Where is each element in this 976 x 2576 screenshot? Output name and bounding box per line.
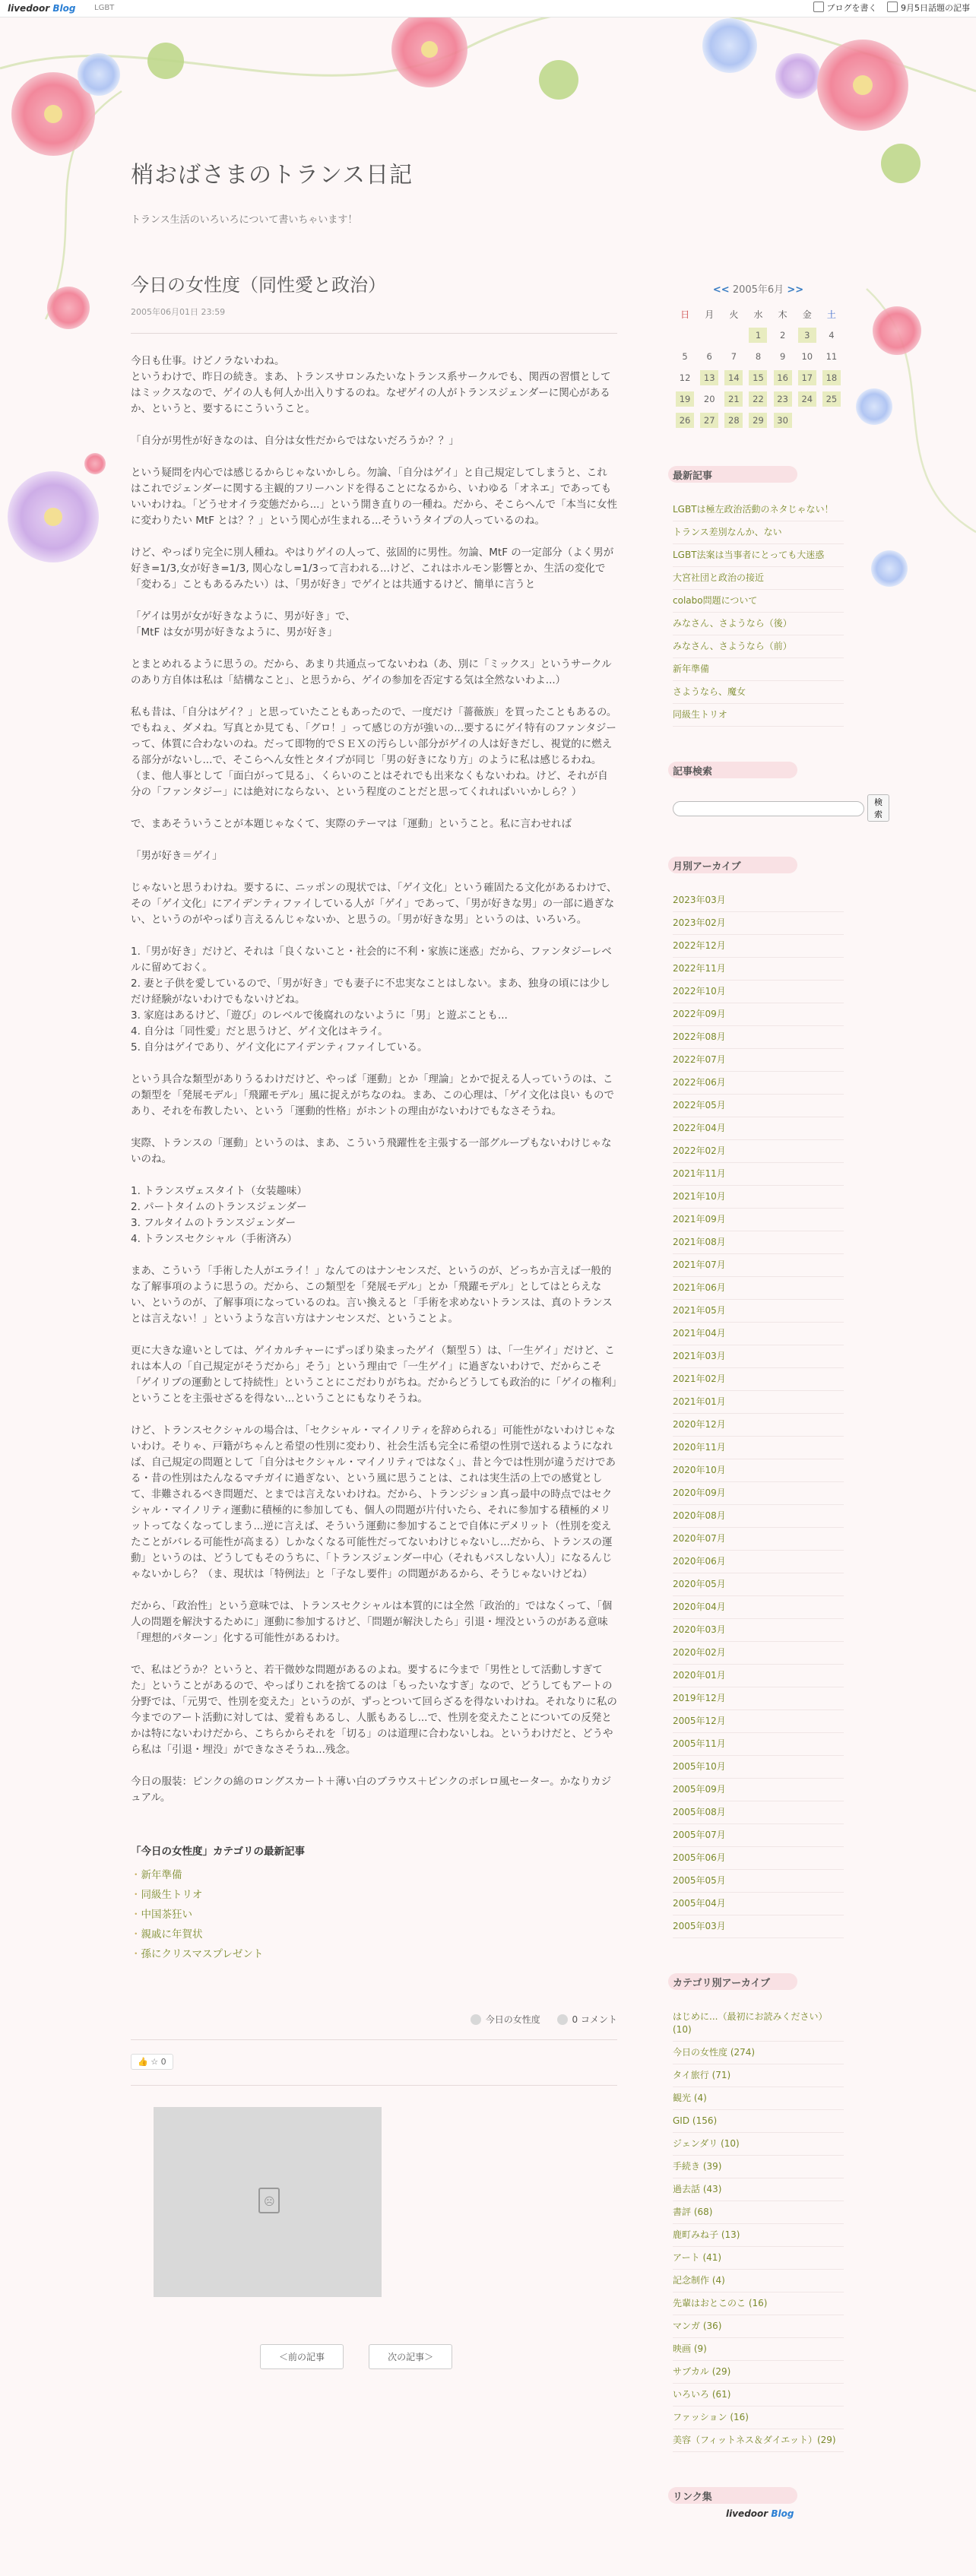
calendar-day[interactable] (771, 388, 795, 410)
calendar-day (721, 325, 746, 346)
category-link[interactable]: 観光 (4) (673, 2087, 844, 2110)
archive-month-link[interactable]: 2021年09月 (673, 1209, 844, 1231)
archive-month-link[interactable]: 2005年03月 (673, 1915, 844, 1938)
calendar-day[interactable] (697, 410, 721, 431)
write-blog-link[interactable]: ブログを書く (826, 3, 877, 13)
calendar-day-number[interactable]: 24 (798, 391, 816, 407)
recent-article-link[interactable]: トランス差別なんか、ない (673, 521, 844, 544)
calendar-day-number[interactable]: 3 (798, 328, 816, 343)
calendar-day (771, 325, 795, 346)
archive-month-link[interactable]: 2022年11月 (673, 958, 844, 981)
category-link[interactable]: 記念制作 (4) (673, 2270, 844, 2292)
calendar-grid (673, 303, 844, 431)
category-link[interactable]: GID (156) (673, 2110, 844, 2133)
article-paragraph: 1. トランスヴェスタイト（女装趣味） 2. パートタイムのトランスジェンダー 3. フルタイムのトランスジェンダー 4. トランスセクシャル（手術済み） (131, 1185, 307, 1245)
archive-month-link[interactable]: 2020年12月 (673, 1414, 844, 1437)
calendar-day-number[interactable]: 25 (822, 391, 841, 407)
comment-icon (557, 2014, 568, 2025)
calendar-day (795, 410, 819, 431)
calendar-day[interactable] (771, 410, 795, 431)
archive-month-link[interactable]: 2021年08月 (673, 1231, 844, 1254)
calendar-day[interactable] (721, 410, 746, 431)
archive-month-link[interactable]: 2022年09月 (673, 1003, 844, 1026)
trending-articles-link[interactable]: 9月5日話題の記事 (901, 3, 970, 13)
archive-month-link[interactable]: 2020年09月 (673, 1482, 844, 1505)
category-latest-item[interactable]: ・ 中国茶狂い (131, 1905, 617, 1925)
calendar-day-number[interactable]: 26 (676, 413, 694, 428)
calendar-day[interactable] (721, 388, 746, 410)
article-paragraph: 私も昔は、「自分はゲイ？」と思っていたこともあったので、一度だけ「薔薇族」を買ったこともあるの。でもねぇ、ダメね。写真とか見ても、「グロ！」って感じの方が強いの...要するにゲイ特有のファンタジーって、体質に合わないのね。だって即物的でＳＥＸの汚らしい部分がゲイの人は好きだし、視覚的に燃える部分がないし...で、そこらへん女性とタイプが同じ「男の好きになり方」のように私は感じるわね。（ま、他人事として「面白がって見る」、くらいのことはそれでも出来なくもないわね。けど、それが自分の「ファンタジー」には絶対にならない、という程度のことだと思ってくれればいいかしら？） (131, 706, 617, 798)
archive-month-link[interactable]: 2022年02月 (673, 1140, 844, 1163)
article-paragraph: 「ゲイは男が女が好きなように、男が好き」で、 「MtF は女が男が好きなように、男が好き」 (131, 610, 356, 638)
calendar-day-number[interactable]: 14 (724, 370, 743, 385)
article-meta-row (131, 2013, 617, 2026)
topbar-category-label[interactable]: LGBT (94, 4, 115, 12)
calendar-day (673, 325, 697, 346)
calendar-day-number[interactable]: 28 (724, 413, 743, 428)
archive-month-link[interactable]: 2020年01月 (673, 1665, 844, 1687)
archive-month-link[interactable]: 2021年03月 (673, 1345, 844, 1368)
calendar-day-number: 10 (801, 351, 813, 362)
calendar-weekday: 水 (753, 309, 763, 320)
broken-image-icon: ☹ (258, 2188, 280, 2213)
recent-article-link[interactable]: 大宮社団と政治の接近 (673, 567, 844, 590)
recent-article-link[interactable]: さようなら、魔女 (673, 681, 844, 704)
links-heading: リンク集 (673, 2484, 844, 2509)
category-link[interactable]: ジェンダリ (10) (673, 2133, 844, 2156)
archive-month-link[interactable]: 2023年03月 (673, 889, 844, 912)
recent-article-link[interactable]: みなさん、さようなら（前） (673, 635, 844, 658)
calendar-day-number: 9 (779, 351, 786, 362)
calendar-day[interactable] (795, 325, 819, 346)
like-button[interactable]: 👍 ☆ 0 (131, 2054, 173, 2070)
category-latest-item[interactable]: ・ 同級生トリオ (131, 1885, 617, 1905)
category-latest-item[interactable]: ・ 親戚に年賀状 (131, 1925, 617, 1944)
archive-month-link[interactable]: 2020年06月 (673, 1551, 844, 1573)
article-paragraph: という具合な類型がありうるわけだけど、やっぱ「運動」とか「理論」とかで捉える人っていうのは、この類型を「発展モデル」「飛躍モデル」風に捉えがちなのね。まあ、この心理は、「ゲイ文化は良い ものであり、それを布教したい、という「運動的性格」がホントの理由がないわけでもなさそうね。 (131, 1073, 614, 1117)
archive-month-link[interactable]: 2021年02月 (673, 1368, 844, 1391)
calendar-weekday: 木 (778, 309, 787, 320)
archive-month-link[interactable]: 2022年10月 (673, 981, 844, 1003)
article-paragraph: 実際、トランスの「運動」というのは、まあ、こういう飛躍性を主張する一部グループもないわけじゃないのね。 (131, 1137, 612, 1165)
article-date: 2005年06月01日 23:59 (131, 306, 617, 334)
article-paragraph: 今日の服装：ピンクの綿のロングスカート＋薄い白のブラウス＋ピンクのボレロ風セーター。かなりカジュアル。 (131, 1776, 612, 1804)
category-link[interactable]: タイ旅行 (71) (673, 2064, 844, 2087)
archive-month-link[interactable]: 2005年06月 (673, 1847, 844, 1870)
calendar-day[interactable] (746, 388, 770, 410)
calendar-day (819, 410, 844, 431)
category-link[interactable]: 過去話 (43) (673, 2178, 844, 2201)
archive-month-link[interactable]: 2020年10月 (673, 1459, 844, 1482)
category-link[interactable]: アート (41) (673, 2247, 844, 2270)
calendar-day-number[interactable]: 18 (822, 370, 841, 385)
calendar-day-number: 8 (755, 351, 762, 362)
calendar-day[interactable] (746, 325, 770, 346)
divider (131, 2085, 617, 2086)
archive-month-link[interactable]: 2021年04月 (673, 1323, 844, 1345)
calendar-day-number[interactable]: 23 (774, 391, 792, 407)
category-link[interactable]: 今日の女性度 (471, 2013, 540, 2026)
article-paragraph: 更に大きな違いとしては、ゲイカルチャーにずっぽり染まったゲイ（類型５）は、「一生ゲイ」だけど、これは本人の「自己規定がそうだから」そう」という理由で「一生ゲイ」に過ぎないわけで、だからこそ「ゲイリブの運動として持続性」ということにこだわりがちね。だからどうしても政治的に「ゲイの権利」ということを主張せざるを得ない...ということにもなりそうね。 (131, 1345, 617, 1405)
archive-month-link[interactable]: 2022年08月 (673, 1026, 844, 1049)
calendar-day[interactable] (697, 367, 721, 388)
category-latest-heading: 「今日の女性度」カテゴリの最新記事 (131, 1846, 305, 1858)
recent-article-link[interactable]: 新年準備 (673, 658, 844, 681)
article-paragraph: けど、トランスセクシャルの場合は、「セクシャル・マイノリティを辞められる」可能性がないわけじゃないわけ。そりゃ、戸籍がちゃんと希望の性別に変わり、社会生活も完全に希望の性別で送れるようになれば、自己規定の問題として「自分はセクシャル・マイノリティではなく」、昔と今では性別が違うだけである・昔の性別はたんなるマチガイに過ぎない、という風に思うことは、これは実生活の上での感覚として、非難されるべき問題だ、とまでは言えないわけね。だから、トランジション真っ最中の時点ではセクシャル・マイノリティ運動に積極的に参加しても、個人の問題が片付いたら、それに参加する積極的メリットってなくなってしまう...逆に言えば、そういう運動に参加することで自体にデメリット（性別を変えたことがバレる可能性が高まる）しかなくなる可能性だってないわけじゃないし...だから、トランスの運動」というのは、どうしてもそのうちに、「トランスジェンダー中心（それもパスしない人）」になるんじゃないかしら？（ま、現状は「特例法」と「子なし要件」の問題があるから、そうじゃないけどね） (131, 1424, 616, 1580)
next-article-button[interactable]: 次の記事＞ (369, 2344, 452, 2369)
calendar-day (673, 346, 697, 367)
article-paragraph: 今日も仕事。けどノラないわね。 というわけで、昨日の続き。まあ、トランスサロンみたいなトランス系サークルでも、関西の習慣としてはミックスなので、ゲイの人も何人か出入りするのね。なぜゲイの人がトランスジェンダーに関心があるか、というと、要するにこういうこと。 (131, 355, 611, 415)
calendar-day-number[interactable]: 22 (749, 391, 767, 407)
calendar-day-number: 5 (682, 351, 688, 362)
archive-month-link[interactable]: 2005年07月 (673, 1824, 844, 1847)
search-form (673, 794, 883, 822)
calendar-weekday: 月 (705, 309, 715, 320)
search-button[interactable]: 検索 (867, 794, 889, 822)
calendar-day-number: 12 (679, 372, 691, 383)
recent-article-link[interactable]: 同級生トリオ (673, 704, 844, 727)
calendar-day-number: 2 (779, 330, 786, 341)
calendar-week (673, 388, 844, 410)
calendar-next-link[interactable]: >> (787, 284, 804, 296)
archive-month-link[interactable]: 2020年02月 (673, 1642, 844, 1665)
calendar-day-number[interactable]: 13 (700, 370, 718, 385)
archive-month-link[interactable]: 2021年10月 (673, 1186, 844, 1209)
article-paragraph: だから、「政治性」という意味では、トランスセクシャルは本質的には全然「政治的」ではなくって、「個人の問題を解決するために」運動に参加するけど、「問題が解決したら」引退・埋没というのがある意味「理想的パターン」化する可能性があるわけ。 (131, 1600, 613, 1644)
archive-month-link[interactable]: 2021年05月 (673, 1300, 844, 1323)
calendar-day-number[interactable]: 1 (749, 328, 767, 343)
calendar-day[interactable] (673, 410, 697, 431)
article-paragraph: じゃないと思うわけね。要するに、ニッポンの現状では、「ゲイ文化」という確固たる文化があるわけで、その「ゲイ文化」にアイデンティファイしている人が「ゲイ」であって、「男が好きな男」の一部に過ぎない、というのがやっぱり言えるんじゃないか、と思うの。「男が好きな男」というのは、いろいろ。 (131, 882, 617, 926)
archive-month-link[interactable]: 2005年08月 (673, 1801, 844, 1824)
archive-month-link[interactable]: 2020年04月 (673, 1596, 844, 1619)
article-paragraph: で、まあそういうことが本題じゃなくて、実際のテーマは「運動」ということ。私に言わせれば (131, 818, 572, 830)
archive-month-link[interactable]: 2020年05月 (673, 1573, 844, 1596)
calendar-month: 2005年6月 (732, 284, 784, 296)
category-link[interactable]: はじめに...（最初にお読みください）(10) (673, 2006, 844, 2042)
archive-month-link[interactable]: 2019年12月 (673, 1687, 844, 1710)
calendar-day-number: 7 (730, 351, 737, 362)
archive-month-link[interactable]: 2005年05月 (673, 1870, 844, 1893)
article-paragraph: とまとめれるように思うの。だから、あまり共通点ってないわね（あ、別に「ミックス」というサークルのあり方自体は私は「結構なこと」、と思うから、ゲイの参加を否定する気は全然ないわよ...） (131, 658, 612, 686)
category-link[interactable]: ファッション (16) (673, 2406, 844, 2429)
calendar-day-number[interactable]: 30 (774, 413, 792, 428)
category-archive-list (673, 2006, 844, 2452)
category-link[interactable]: サブカル (29) (673, 2361, 844, 2384)
comments-link[interactable]: 0 コメント (557, 2013, 617, 2026)
search-heading: 記事検索 (673, 759, 844, 784)
calendar-day (795, 346, 819, 367)
calendar-day-number: 6 (706, 351, 712, 362)
article-title[interactable]: 今日の女性度（同性愛と政治） (131, 274, 386, 296)
recent-article-link[interactable]: LGBT法案は当事者にとっても大迷惑 (673, 544, 844, 567)
archive-month-link[interactable]: 2022年07月 (673, 1049, 844, 1072)
calendar (673, 281, 844, 431)
calendar-day[interactable] (673, 388, 697, 410)
calendar-day (673, 367, 697, 388)
recent-article-link[interactable]: colabo問題について (673, 590, 844, 613)
divider (131, 2039, 617, 2040)
sidebar (673, 281, 883, 2520)
archive-month-link[interactable]: 2021年01月 (673, 1391, 844, 1414)
category-link[interactable]: 今日の女性度 (274) (673, 2042, 844, 2064)
archive-month-link[interactable]: 2021年11月 (673, 1163, 844, 1186)
calendar-day[interactable] (819, 367, 844, 388)
archive-month-link[interactable]: 2023年02月 (673, 912, 844, 935)
calendar-day-number: 4 (829, 330, 835, 341)
archive-month-link[interactable]: 2005年11月 (673, 1733, 844, 1756)
category-link[interactable]: 先輩はおとこのこ (16) (673, 2292, 844, 2315)
archive-month-link[interactable]: 2022年12月 (673, 935, 844, 958)
archive-heading: 月別アーカイブ (673, 854, 844, 879)
archive-month-link[interactable]: 2020年08月 (673, 1505, 844, 1528)
calendar-day (819, 325, 844, 346)
archive-month-link[interactable]: 2021年07月 (673, 1254, 844, 1277)
pencil-icon (813, 2, 824, 12)
top-navigation-bar (0, 0, 976, 17)
article-pager (131, 2344, 617, 2369)
article-paragraph: 「自分が男性が好きなのは、自分は女性だからではないだろうか？？」 (131, 435, 459, 447)
calendar-day[interactable] (746, 410, 770, 431)
search-input[interactable] (673, 801, 864, 816)
calendar-day-number[interactable]: 29 (749, 413, 767, 428)
calendar-day-number[interactable]: 17 (798, 370, 816, 385)
blog-description: トランス生活のいろいろについて書いちゃいます！ (131, 214, 358, 226)
calendar-day[interactable] (771, 367, 795, 388)
calendar-day (697, 325, 721, 346)
calendar-day (746, 346, 770, 367)
recent-article-link[interactable]: LGBTは極左政治活動のネタじゃない！ (673, 499, 844, 521)
calendar-week (673, 325, 844, 346)
category-latest-articles (131, 1842, 617, 1964)
calendar-weekday: 土 (826, 309, 836, 320)
category-link[interactable]: 映画 (9) (673, 2338, 844, 2361)
article-paragraph: で、私はどうか？というと、若干微妙な問題があるのよね。要するに今まで「男性として活動しすぎてた」ということがあるので、やっぱりこれを捨てるのは「もったいなすぎ」なので、どうしてもアートの分野では、「元男で、性別を変えた」というのが、ずっとついて回らざるを得ないわけね。それなりに私の今までのアート活動に対しては、愛着もあるし、人脈もあるし...で、性別を変えたことについての反発とかは特にないわけだから、こちらからそれを「切る」のは道理に合わないしね。というわけだと、どうやら私は「引退・埋没」ができなさそうね...残念。 (131, 1664, 617, 1756)
category-link[interactable]: いろいろ (61) (673, 2384, 844, 2406)
category-link[interactable]: 手続き (39) (673, 2156, 844, 2178)
archive-month-link[interactable]: 2020年07月 (673, 1528, 844, 1551)
thumbs-up-icon: 👍 (138, 2057, 148, 2067)
archive-month-link[interactable]: 2005年09月 (673, 1779, 844, 1801)
ad-placeholder[interactable] (154, 2107, 382, 2297)
calendar-day-number[interactable]: 16 (774, 370, 792, 385)
calendar-prev-link[interactable]: << (712, 284, 730, 296)
calendar-day (721, 346, 746, 367)
calendar-week (673, 346, 844, 367)
calendar-day[interactable] (795, 367, 819, 388)
calendar-weekday: 日 (680, 309, 690, 320)
article-paragraph: という疑問を内心では感じるからじゃないかしら。勿論、「自分はゲイ」と自己規定してしまうと、これはこれでジェンダーに関する主観的フリーハンドを得ることになるから、いわゆる「オネエ」であってもいいわけね。「どうせオイラ変態だから...」という開き直りの一種ね。だから、そこらへんで「本当に女性に変わりたい MtF とは？？」という関心が生まれる...そういうタイプの人っているのね。 (131, 467, 617, 527)
article-paragraph: まあ、こういう「手術した人がエライ！」なんてのはナンセンスだ、というのが、どっちか言えば一般的な了解事項のように思うの。だから、この類型を「発展モデル」とか「飛躍モデル」としてはとらえない、というのが、了解事項になっているのね。言い換えると「手術を求めないトランスは、真のトランスとは言えない！」というような言い方はナンセンスだ、ということよ。 (131, 1265, 613, 1325)
recent-articles-heading: 最新記事 (673, 463, 844, 488)
calendar-day (819, 346, 844, 367)
prev-article-button[interactable]: ＜前の記事 (260, 2344, 344, 2369)
calendar-day (771, 346, 795, 367)
calendar-day[interactable] (819, 388, 844, 410)
calendar-day-number[interactable]: 15 (749, 370, 767, 385)
archive-month-link[interactable]: 2022年06月 (673, 1072, 844, 1095)
archive-month-link[interactable]: 2020年11月 (673, 1437, 844, 1459)
category-link[interactable]: 書評 (68) (673, 2201, 844, 2224)
calendar-weekday: 火 (729, 309, 739, 320)
category-latest-item[interactable]: ・ 新年準備 (131, 1865, 617, 1885)
category-link[interactable]: 鹿町みね子 (13) (673, 2224, 844, 2247)
monthly-archive-list (673, 889, 844, 1938)
category-archive-heading: カテゴリ別アーカイブ (673, 1970, 844, 1995)
calendar-day-number: 20 (703, 394, 715, 404)
topbar-actions (806, 0, 971, 17)
calendar-day (697, 346, 721, 367)
calendar-weekday: 金 (802, 309, 812, 320)
search-wrap (673, 800, 864, 816)
calendar-day (697, 388, 721, 410)
archive-month-link[interactable]: 2021年06月 (673, 1277, 844, 1300)
archive-month-link[interactable]: 2020年03月 (673, 1619, 844, 1642)
calendar-day-number[interactable]: 27 (700, 413, 718, 428)
folder-icon (471, 2014, 481, 2025)
calendar-day-number[interactable]: 19 (676, 391, 694, 407)
calendar-week (673, 367, 844, 388)
article-paragraph: けど、やっぱり完全に別人種ね。やはりゲイの人って、弦固的に男性。勿論、MtF の一定部分（よく男が好き=1/3,女が好き=1/3, 関心なし=1/3って言われる...けど、これはホルモン影響とか、生活の変化で「変わる」こともあるみたい）は、「男が好き」でゲイとは共通するけど、簡単に言うと (131, 547, 614, 591)
calendar-header (673, 281, 844, 296)
archive-month-link[interactable]: 2022年04月 (673, 1117, 844, 1140)
calendar-day-number: 11 (825, 351, 838, 362)
livedoor-blog-logo[interactable]: livedoor Blog (8, 3, 76, 14)
article-paragraph: 1.「男が好き」だけど、それは「良くないこと・社会的に不利・家族に迷惑」だから、ファンタジーレベルに留めておく。 2. 妻と子供を愛しているので、「男が好き」でも妻子に不忠実なことはしない。まあ、独身の頃には少しだけ経験がないわけでもないけどね。 3. 家庭はあるけど、「遊び」のレベルで後腐れのないように「男」と遊ぶことも... 4. 自分は「同性愛」だと思うけど、ゲイ文化はキライ。 5. 自分はゲイであり、ゲイ文化にアイデンティファイしている。 (131, 946, 612, 1054)
article-paragraph: 「男が好き＝ゲイ」 (131, 850, 223, 862)
recent-articles-list (673, 499, 844, 727)
calendar-icon (887, 2, 898, 12)
category-latest-item[interactable]: ・ 孫にクリスマスプレゼント (131, 1944, 617, 1964)
article-body (131, 353, 617, 1806)
calendar-day[interactable] (795, 388, 819, 410)
category-link[interactable]: マンガ (36) (673, 2315, 844, 2338)
archive-month-link[interactable]: 2005年04月 (673, 1893, 844, 1915)
recent-article-link[interactable]: みなさん、さようなら（後） (673, 613, 844, 635)
blog-title[interactable]: 梢おばさまのトランス日記 (131, 162, 414, 189)
archive-month-link[interactable]: 2005年12月 (673, 1710, 844, 1733)
footer-livedoor-logo[interactable]: livedoor Blog (726, 2508, 794, 2519)
calendar-week (673, 410, 844, 431)
archive-month-link[interactable]: 2022年05月 (673, 1095, 844, 1117)
calendar-day-number[interactable]: 21 (724, 391, 743, 407)
category-link[interactable]: 美容（フィットネス＆ダイエット）(29) (673, 2429, 844, 2452)
main-content (131, 270, 617, 2369)
calendar-day[interactable] (746, 367, 770, 388)
calendar-day[interactable] (721, 367, 746, 388)
category-latest-list (131, 1865, 617, 1964)
archive-month-link[interactable]: 2005年10月 (673, 1756, 844, 1779)
